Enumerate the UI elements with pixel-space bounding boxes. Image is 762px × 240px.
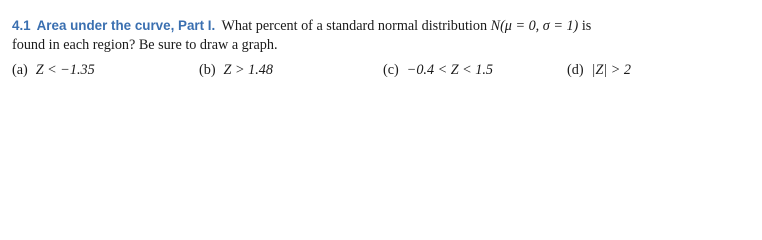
distribution-notation: N(μ = 0, σ = 1) (490, 18, 579, 34)
part-label: (c) (383, 62, 399, 78)
part-expression: Z < −1.35 (35, 62, 95, 78)
part-expression: |Z| > 2 (591, 62, 631, 78)
part-label: (b) (199, 62, 216, 78)
part-d (567, 62, 631, 79)
part-expression: −0.4 < Z < 1.5 (406, 62, 494, 78)
part-label: (a) (12, 62, 28, 78)
part-b (199, 62, 273, 79)
part-a (12, 62, 95, 79)
part-expression: Z > 1.48 (223, 62, 273, 78)
exercise-title: Area under the curve, Part I. (36, 18, 216, 33)
exercise-line-1 (12, 16, 752, 36)
part-label: (d) (567, 62, 584, 78)
exercise-number: 4.1 (12, 18, 31, 33)
question-text-end: is (578, 18, 592, 34)
exercise-line-2: found in each region? Be sure to draw a graph. (12, 37, 278, 53)
part-c (383, 62, 493, 79)
exercise-parts (12, 62, 752, 82)
question-text-start: What percent of a standard normal distribution (218, 18, 491, 34)
exercise-statement (12, 16, 752, 55)
